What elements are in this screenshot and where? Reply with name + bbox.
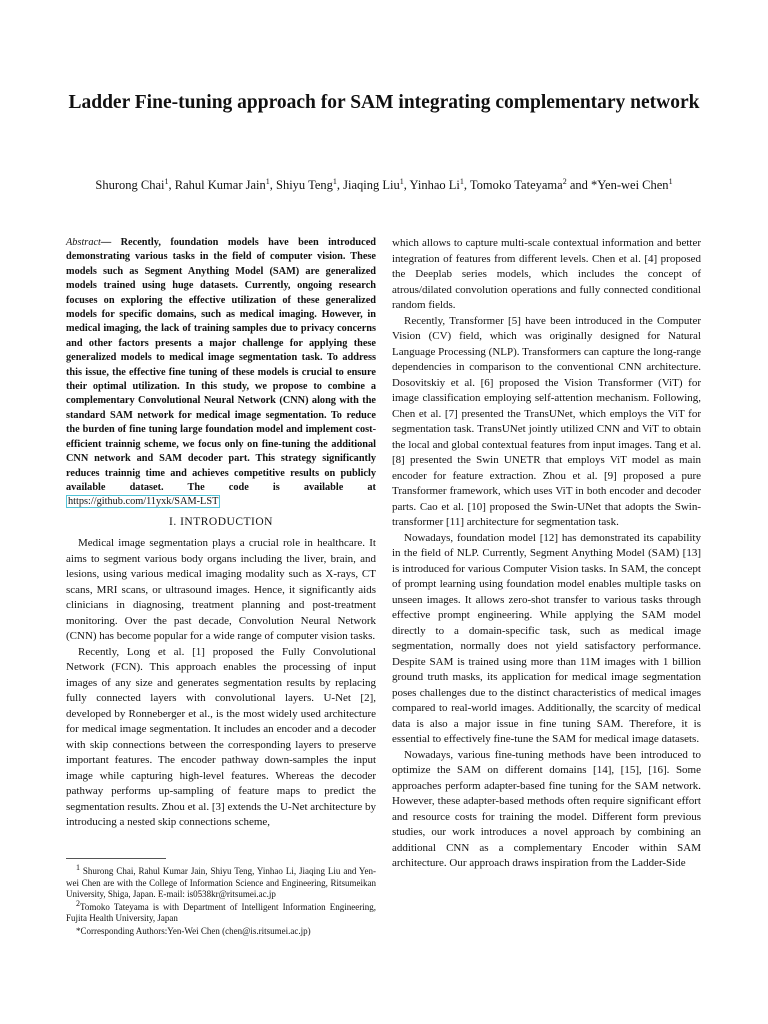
author-list — [20, 176, 748, 194]
footnote-text: Tomoko Tateyama is with Department of Intelligent Information Engineering, Fujita Health University, Japan — [66, 901, 376, 924]
author-name: Tomoko Tateyama — [469, 178, 563, 192]
author-affiliation-marker: 1 — [265, 176, 270, 186]
abstract-dash: — — [100, 237, 112, 248]
paragraph: Nowadays, foundation model [12] has demonstrated its capability in the field of NLP. Currently, Segment Anything Model (SAM) [13] is introduced for various Computer Vision tasks. In SAM, the concept of prompt learning using foundation model enables multiple tasks on unseen images. It allows zero-shot transfer to various tasks through effective prompt engineering. While applying the SAM model directly to a domain-specific task, such as medical image segmentation, normally does not yield satisfactory performance. Despite SAM is trained using more than 11M images with 1 billion ground truth masks, its application for medical image segmentation poses challenges due to the distinct characteristics of medical images compared to real-world images. Additionally, the scarcity of medical data is also a major issue in fine tuning SAM. Therefore, it is essential to effectively fine-tune the SAM for medical image datasets. — [392, 531, 701, 745]
footnote-2 — [66, 898, 376, 925]
author-separator: , — [463, 178, 470, 192]
left-column — [66, 236, 376, 831]
paper-title: Ladder Fine-tuning approach for SAM integrating complementary network — [68, 92, 700, 113]
footnote-text: *Corresponding Authors:Yen-Wei Chen (chen@is.ritsumei.ac.jp) — [76, 925, 311, 936]
author-affiliation-marker: 1 — [164, 176, 169, 186]
right-column — [392, 236, 701, 872]
author-affiliation-marker: 1 — [332, 176, 337, 186]
footnote-rule — [66, 858, 166, 859]
paragraph: which allows to capture multi-scale contextual information and better integration of features from different levels. Chen et al. [4] proposed the Deeplab series models, which includes the concept of atrous/dilated convolution operations and fully connected conditional random fields. — [392, 237, 701, 311]
abstract-text: Recently, foundation models have been introduced demonstrating various tasks in the field of computer vision. These models such as Segment Anything Model (SAM) are generalized models trained using huge datasets. Currently, ongoing research focuses on exploring the effective utilization of these generalized models for specific domains, such as medical imaging. However, in medical imaging, the lack of training samples due to privacy concerns and other factors presents a major challenge for applying these generalized models to medical image segmentation task. To address this issue, the effective fine tuning of these models is crucial to ensure their optimal utilization. In this study, we propose to combine a complementary Convolutional Neural Network (CNN) along with the standard SAM network for medical image segmentation. To reduce the burden of fine tuning large foundation model and implement cost-efficient trainnig scheme, we focus only on fine-tuning the additional CNN network and SAM decoder part. This strategy significantly reduces trainnig time and achieves competitive results on publicly available dataset. The code is available at — [66, 237, 376, 493]
section-heading-introduction: I. INTRODUCTION — [169, 515, 273, 528]
author-affiliation-marker: 2 — [562, 176, 567, 186]
author-separator: , — [336, 178, 344, 192]
author-name: Shurong Chai — [95, 178, 165, 192]
author-separator: , — [168, 178, 175, 192]
author-name: Shiyu Teng — [276, 178, 333, 192]
author-separator: , — [403, 178, 410, 192]
footnote-text: Shurong Chai, Rahul Kumar Jain, Shiyu Teng, Yinhao Li, Jiaqing Liu and Yen-wei Chen are with the College of Information Science and Engineering, Ritsumeikan University, Shiga, Japan. E-mail: is0538kr@ritsumei.ac.jp — [66, 866, 376, 900]
author-name: *Yen-wei Chen — [591, 178, 669, 192]
author-affiliation-marker: 1 — [399, 176, 404, 186]
author-separator: , — [269, 178, 276, 192]
paragraph: Recently, Long et al. [1] proposed the Fully Convolutional Network (FCN). This approach enables the processing of input images of any size and generates segmentation results by replacing fully connected layers with convolutional layers. U-Net [2], developed by Ronneberger et al., is the most widely used architecture for medical image segmentation. It includes an encoder and a decoder with skip connections between the corresponding layers to preserve important features. The encoder pathway down-samples the input image while capturing high-level features. Whereas the decoder pathway performs up-sampling of feature maps to predict the segmentation results. Zhou et al. [3] extends the U-Net architecture by introducing a nested skip connections scheme, — [66, 645, 376, 829]
abstract — [66, 236, 376, 510]
author-affiliation-marker: 1 — [459, 176, 464, 186]
footnote-1 — [66, 863, 376, 901]
author-name: Yinhao Li — [409, 178, 460, 192]
author-separator: and — [566, 178, 592, 192]
code-link[interactable]: https://github.com/11yxk/SAM-LST — [68, 496, 219, 508]
footnote-marker: 1 — [76, 863, 80, 872]
abstract-lead: Abstract — [66, 237, 101, 248]
paragraph: Medical image segmentation plays a crucial role in healthcare. It aims to segment various body organs including the liver, brain, and lesions, using various medical imaging modality such as X-rays, CT scans, MRI scans, or ultrasound images. Hence, it significantly aids clinicians in diagnosing, treatment planning and post-treatment monitoring. Over the past decade, Convolution Neural Network (CNN) has become popular for a wide range of computer vision tasks. — [66, 537, 376, 643]
paragraph: Recently, Transformer [5] have been introduced in the Computer Vision (CV) field, which was originally designed for Natural Language Processing (NLP). Transformers can capture the long-range dependencies in comparison to the conventional CNN architecture. Dosovitskiy et al. [6] proposed the Vision Transformer (ViT) for image classification employing self-attention mechanism. Following, Chen et al. [7] presented the TransUNet, which employs the ViT for segmentation task. TransUNet jointly utilized CNN and ViT to obtain the local and global contextual features from input images. Tang et al. [8] presented the Swin UNETR that employs ViT model as main encoder for feature extraction. Zhou et al. [9] proposed a pure Transformer framework, which uses ViT in both encoder and decoder parts. Cao et al. [10] proposed the Swin-UNet that adopts the Swin-transformer [11] architecture for segmentation task. — [392, 314, 701, 528]
footnotes — [66, 863, 376, 939]
paragraph: Nowadays, various fine-tuning methods have been introduced to optimize the SAM on different domains [14], [15], [16]. Some approaches perform adapter-based fine tuning for the SAM network. However, these adapter-based methods often require significant effort and resource costs for training the model. Different form previous studies, our work introduces a novel approach by combining an additional CNN as a complementary Encoder within SAM architecture. Our approach draws inspiration from the Ladder-Side — [392, 748, 701, 869]
footnote-marker: 2 — [76, 898, 80, 908]
author-name: Rahul Kumar Jain — [174, 178, 266, 192]
author-affiliation-marker: 1 — [668, 176, 673, 186]
author-name: Jiaqing Liu — [343, 178, 400, 192]
footnote-3 — [66, 926, 376, 938]
